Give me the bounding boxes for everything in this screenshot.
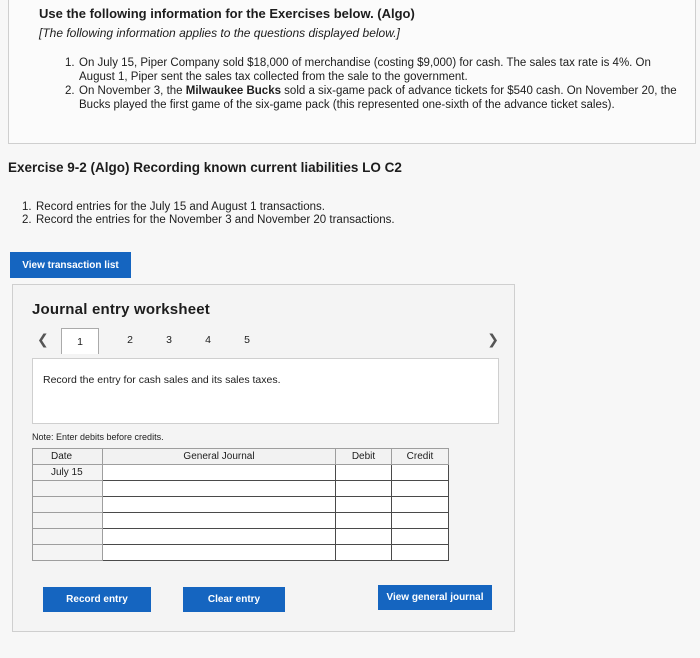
credit-header: Credit: [392, 449, 449, 465]
view-transaction-list-button[interactable]: View transaction list: [10, 252, 131, 278]
info-item-text-after: sold a six-game pack of advance tickets for $540 cash. On November 20, the Bucks played the first game of the six-game pack (this represented one-sixth of the advance ticket sales).: [79, 85, 677, 111]
date-cell: [33, 529, 103, 545]
table-row: [33, 529, 449, 545]
exercise-item-text: Record the entries for the November 3 and November 20 transactions.: [36, 214, 395, 226]
account-input[interactable]: [103, 545, 336, 561]
exercise-instructions: [22, 201, 395, 227]
chevron-left-icon[interactable]: ❮: [37, 331, 49, 347]
record-entry-button[interactable]: Record entry: [43, 587, 151, 612]
info-item: [57, 84, 687, 112]
info-panel: [8, 0, 696, 144]
account-input[interactable]: [103, 481, 336, 497]
table-row: [33, 497, 449, 513]
exercise-item: [22, 201, 395, 214]
prompt-text: Record the entry for cash sales and its sales taxes.: [43, 374, 281, 386]
chevron-right-icon[interactable]: ❯: [487, 331, 499, 347]
table-row: [33, 513, 449, 529]
tab-2[interactable]: 2: [127, 334, 133, 346]
general-journal-header: General Journal: [103, 449, 336, 465]
debit-input[interactable]: [336, 513, 392, 529]
table-header-row: [33, 449, 449, 465]
debit-input[interactable]: [336, 465, 392, 481]
credit-input[interactable]: [392, 529, 449, 545]
date-header: Date: [33, 449, 103, 465]
info-title: Use the following information for the Exercises below. (Algo): [39, 6, 415, 21]
table-row: [33, 465, 449, 481]
tab-5[interactable]: 5: [244, 334, 250, 346]
credit-input[interactable]: [392, 513, 449, 529]
info-item-bold: Milwaukee Bucks: [185, 85, 281, 97]
info-item: [57, 56, 687, 84]
debit-input[interactable]: [336, 481, 392, 497]
credit-input[interactable]: [392, 497, 449, 513]
tab-4[interactable]: 4: [205, 334, 211, 346]
exercise-item-number: 2.: [22, 214, 32, 226]
info-subtitle: [The following information applies to the questions displayed below.]: [39, 26, 400, 40]
worksheet-title: Journal entry worksheet: [32, 301, 210, 318]
worksheet-tab-nav: [33, 328, 503, 352]
prompt-box: [32, 358, 499, 424]
info-list: [57, 56, 687, 112]
account-input[interactable]: [103, 497, 336, 513]
credit-input[interactable]: [392, 465, 449, 481]
entry-note: Note: Enter debits before credits.: [32, 432, 164, 442]
debit-input[interactable]: [336, 497, 392, 513]
debit-header: Debit: [336, 449, 392, 465]
date-cell: [33, 513, 103, 529]
view-general-journal-button[interactable]: View general journal: [378, 585, 492, 610]
exercise-item-text: Record entries for the July 15 and August 1 transactions.: [36, 201, 325, 213]
account-input[interactable]: [103, 529, 336, 545]
tab-3[interactable]: 3: [166, 334, 172, 346]
credit-input[interactable]: [392, 545, 449, 561]
exercise-title: Exercise 9-2 (Algo) Recording known current liabilities LO C2: [8, 160, 402, 175]
exercise-item-number: 1.: [22, 201, 32, 213]
journal-entry-worksheet: [12, 284, 515, 632]
clear-entry-button[interactable]: Clear entry: [183, 587, 285, 612]
table-row: [33, 481, 449, 497]
journal-table: [32, 448, 449, 561]
credit-input[interactable]: [392, 481, 449, 497]
info-item-number: 2.: [65, 85, 75, 97]
exercise-item: [22, 214, 395, 227]
date-cell: [33, 481, 103, 497]
account-input[interactable]: [103, 465, 336, 481]
account-input[interactable]: [103, 513, 336, 529]
table-row: [33, 545, 449, 561]
tab-1[interactable]: 1: [61, 328, 99, 354]
info-item-number: 1.: [65, 57, 75, 69]
date-cell: [33, 497, 103, 513]
info-item-text: On July 15, Piper Company sold $18,000 of merchandise (costing $9,000) for cash. The sales tax rate is 4%. On August 1, Piper sent the sales tax collected from the sale to the government.: [79, 57, 651, 83]
debit-input[interactable]: [336, 545, 392, 561]
date-cell: July 15: [33, 465, 103, 481]
date-cell: [33, 545, 103, 561]
info-item-text-before: On November 3, the: [79, 85, 186, 97]
debit-input[interactable]: [336, 529, 392, 545]
